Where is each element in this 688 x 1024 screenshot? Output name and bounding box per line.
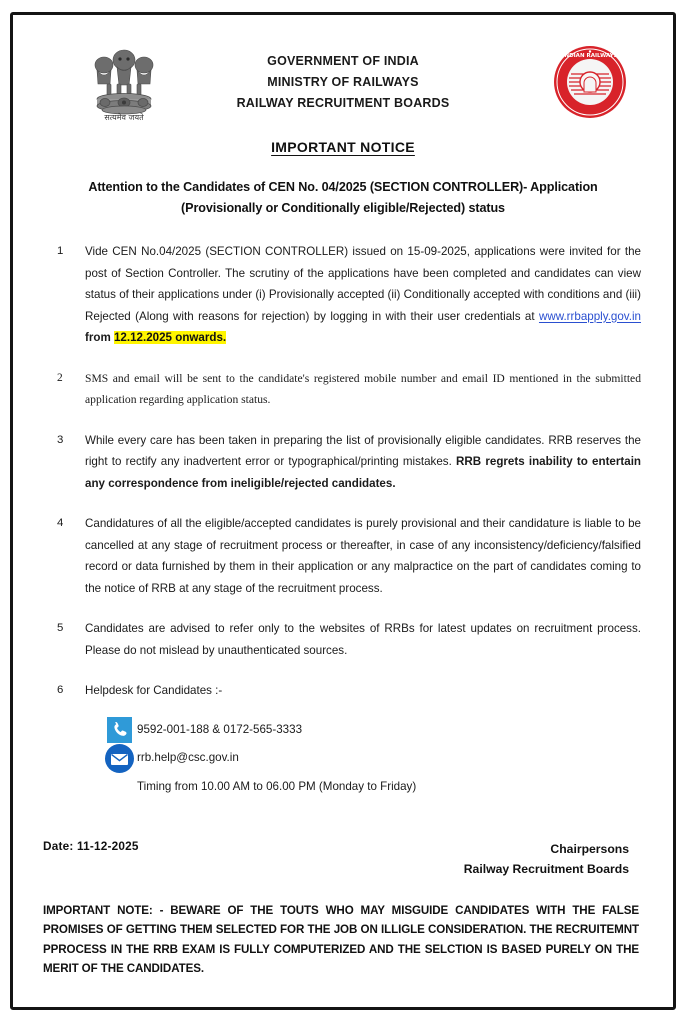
notice-item-2	[43, 368, 641, 411]
helpdesk-email-row	[77, 744, 651, 772]
signatory-block	[464, 839, 629, 879]
item-number: 1	[57, 245, 64, 257]
item-5-text: Candidates are advised to refer only to the websites of RRBs for latest updates on recruitment process. Please do not mislead by unauthenticated sources.	[85, 622, 641, 657]
item-number: 4	[57, 517, 64, 529]
signatory-title: Chairpersons	[550, 841, 629, 856]
emblem-motto-text: सत्यमेव जयते	[104, 113, 144, 122]
document-header	[35, 31, 651, 127]
gov-line-1: GOVERNMENT OF INDIA	[267, 54, 419, 68]
item-1-text-part2: from	[85, 331, 114, 344]
gov-line-3: RAILWAY RECRUITMENT BOARDS	[236, 96, 450, 110]
notice-inner	[13, 15, 673, 1007]
item-number: 3	[57, 433, 64, 446]
notice-item-1	[43, 241, 641, 349]
notice-item-5	[43, 618, 641, 661]
item-3-text-bold: RRB regrets inability to entertain any correspondence from ineligible/rejected candidates.	[85, 455, 641, 490]
item-number: 2	[57, 371, 63, 384]
indian-railways-seal-icon	[553, 45, 627, 119]
page-title: IMPORTANT NOTICE	[271, 139, 415, 155]
important-note-footer: IMPORTANT NOTE: - BEWARE OF THE TOUTS WHO MAY MISGUIDE CANDIDATES WITH THE FALSE PROMISES OF GETTING THEM SELECTED FOR THE JOB ON ILLIGLE CONSIDERATION. THE RECRUITEMNT PPROCESS IN THE RRB EXAM IS FULLY COMPUTERIZED AND THE SELCTION IS BASED PURELY ON THE MERIT OF THE CANDIDATES.	[43, 903, 639, 975]
subtitle	[35, 177, 651, 219]
email-icon	[105, 744, 134, 773]
helpdesk-timing: Timing from 10.00 AM to 06.00 PM (Monday to Friday)	[137, 779, 417, 793]
item-number: 6	[57, 684, 64, 696]
notice-page	[10, 12, 676, 1010]
signatory-org: Railway Recruitment Boards	[463, 861, 629, 876]
notice-item-6	[43, 680, 641, 702]
item-2-text: SMS and email will be sent to the candidate's registered mobile number and email ID mentioned in the submitted application regarding application status.	[85, 371, 641, 406]
notice-items-list	[35, 241, 651, 702]
subtitle-line-1: Attention to the Candidates of CEN No. 04/2025 (SECTION CONTROLLER)- Application	[88, 180, 598, 194]
helpdesk-phone-numbers: 9592-001-188 & 0172-565-3333	[137, 722, 303, 736]
signoff-section	[35, 839, 651, 885]
helpdesk-block	[35, 716, 651, 793]
helpdesk-phone-row	[77, 716, 651, 744]
item-3-text-part1: While every care has been taken in preparing the list of provisionally eligible candidates. RRB reserves the right to rectify any inadvertent error or typographical/printing mistakes.	[85, 433, 641, 468]
availability-date-highlight: 12.12.2025 onwards.	[113, 331, 227, 344]
item-number: 5	[57, 622, 64, 634]
phone-icon	[107, 717, 132, 743]
notice-item-4	[43, 513, 641, 599]
seal-outer-text: INDIAN RAILWAYS	[562, 53, 618, 59]
notice-date: Date: 11-12-2025	[43, 838, 139, 853]
gov-line-2: MINISTRY OF RAILWAYS	[267, 75, 419, 89]
item-4-text: Candidatures of all the eligible/accepted candidates is purely provisional and their candidature is liable to be cancelled at any stage of recruitment process or thereafter, in case of any inconsistency/deficiency/falsified record or data furnished by them in their application or any malpractice on the part of candidates coming to the notice of RRB at any stage of the recruitment process.	[85, 517, 641, 595]
subtitle-line-2: (Provisionally or Conditionally eligible/Rejected) status	[181, 201, 505, 215]
item-6-text: Helpdesk for Candidates :-	[85, 684, 223, 697]
helpdesk-email-address[interactable]: rrb.help@csc.gov.in	[137, 750, 239, 764]
notice-item-3	[43, 430, 641, 495]
item-1-text-part1: Vide CEN No.04/2025 (SECTION CONTROLLER) issued on 15-09-2025, applications were invited for the post of Section Controller. The scrutiny of the applications have been completed and candidates can view status of their applications under (i) Provisionally accepted (ii) Conditionally accepted with conditions and (iii) Rejected (Along with reasons for rejection) by logging in with their user credentials at	[85, 245, 641, 323]
rrbapply-link[interactable]: www.rrbapply.gov.in	[538, 309, 641, 323]
